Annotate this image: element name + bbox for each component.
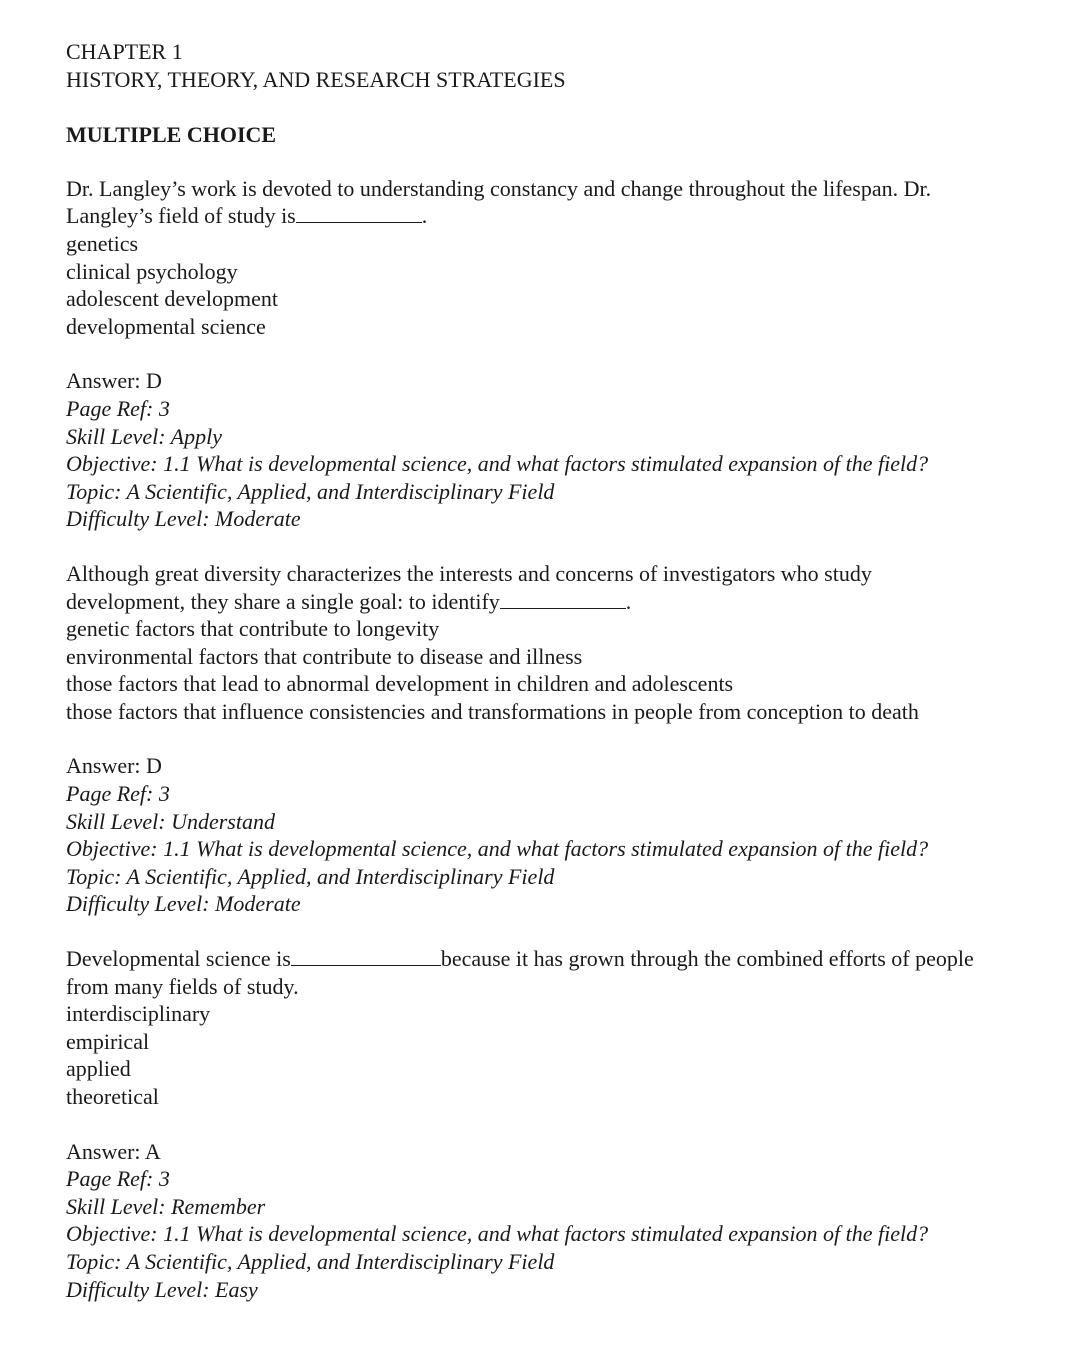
- skill-level: Skill Level: Apply: [66, 423, 222, 449]
- difficulty-level: Difficulty Level: Moderate: [66, 891, 301, 917]
- answer-blank: [500, 590, 626, 609]
- document-page: [66, 38, 1056, 1303]
- question-stem: Although great diversity characterizes the interests and concerns of investigators who study: [66, 560, 872, 586]
- option-b: clinical psychology: [66, 258, 238, 284]
- question-3: [66, 945, 1056, 1303]
- option-a: genetics: [66, 230, 139, 256]
- question-stem: Dr. Langley’s work is devoted to understanding constancy and change throughout the lifespan. Dr.: [66, 175, 932, 201]
- option-b: empirical: [66, 1028, 150, 1054]
- page-ref: Page Ref: 3: [66, 395, 170, 421]
- objective: Objective: 1.1 What is developmental science, and what factors stimulated expansion of the field?: [66, 451, 929, 477]
- section-heading: MULTIPLE CHOICE: [66, 122, 277, 148]
- option-d: theoretical: [66, 1084, 159, 1109]
- option-c: applied: [66, 1056, 131, 1082]
- option-d: developmental science: [66, 313, 266, 339]
- answer-key: Answer: D: [66, 753, 162, 779]
- question-stem-continued: development, they share a single goal: to identify .: [66, 588, 632, 614]
- answer-key: Answer: D: [66, 368, 162, 394]
- skill-level: Skill Level: Understand: [66, 808, 275, 834]
- option-d: those factors that influence consistencies and transformations in people from conception to death: [66, 698, 919, 724]
- objective: Objective: 1.1 What is developmental science, and what factors stimulated expansion of the field?: [66, 1221, 929, 1247]
- answer-key: Answer: A: [66, 1138, 161, 1164]
- topic: Topic: A Scientific, Applied, and Interdisciplinary Field: [66, 478, 555, 504]
- option-a: genetic factors that contribute to longevity: [66, 616, 440, 642]
- option-c: adolescent development: [66, 286, 278, 312]
- question-2: [66, 560, 1056, 918]
- question-stem-continued: Langley’s field of study is .: [66, 203, 428, 229]
- chapter-header: [66, 38, 1056, 93]
- answer-blank: [296, 204, 422, 223]
- option-a: interdisciplinary: [66, 1001, 211, 1027]
- question-1: [66, 175, 1056, 533]
- question-stem: Developmental science is because it has grown through the combined efforts of people: [66, 946, 974, 972]
- page-ref: Page Ref: 3: [66, 1166, 170, 1192]
- difficulty-level: Difficulty Level: Moderate: [66, 506, 301, 532]
- option-c: those factors that lead to abnormal development in children and adolescents: [66, 671, 734, 697]
- skill-level: Skill Level: Remember: [66, 1193, 266, 1219]
- topic: Topic: A Scientific, Applied, and Interdisciplinary Field: [66, 863, 555, 889]
- page-ref: Page Ref: 3: [66, 781, 170, 807]
- chapter-title: HISTORY, THEORY, AND RESEARCH STRATEGIES: [66, 66, 566, 92]
- answer-blank: [291, 947, 441, 966]
- difficulty-level: Difficulty Level: Easy: [66, 1276, 258, 1302]
- question-stem-continued: from many fields of study.: [66, 973, 299, 999]
- option-b: environmental factors that contribute to disease and illness: [66, 643, 583, 669]
- objective: Objective: 1.1 What is developmental science, and what factors stimulated expansion of the field?: [66, 836, 929, 862]
- topic: Topic: A Scientific, Applied, and Interdisciplinary Field: [66, 1248, 555, 1274]
- chapter-number: CHAPTER 1: [66, 39, 183, 64]
